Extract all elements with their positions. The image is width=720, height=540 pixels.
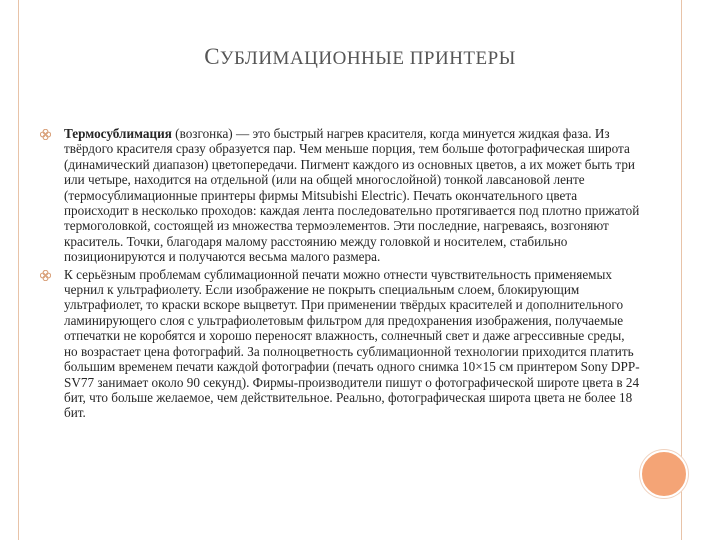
bullet-text: (возгонка) — это быстрый нагрев красителя, когда минуется жидкая фаза. Из твёрдого красителя сразу образуется пар. Чем меньше порция, тем больше фотографическая широта (динамический диапазон) цветопередачи. Пигмент каждого из основных цветов, а их может быть три или четыре, находится на отдельной (или на общей многослойной) тонкой лавсановой ленте (термосублимационные принтеры фирмы Mitsubishi Electric). Печать окончательного цвета происходит в несколько проходов: каждая лента последовательно протягивается под плотно прижатой термоголовкой, состоящей из множества термоэлементов. Эти последние, нагреваясь, возгоняют краситель. Точки, благодаря малому расстоянию между головкой и носителем, стабильно позиционируются и получаются весьма малого размера. <box>64 126 640 265</box>
slide-body <box>40 126 640 423</box>
flower-bullet-icon <box>40 270 51 281</box>
bullet-term: Термосублимация <box>64 126 172 141</box>
title-first-letter: С <box>204 44 221 69</box>
title-rest: УБЛИМАЦИОННЫЕ ПРИНТЕРЫ <box>220 48 516 69</box>
bullet-text: К серьёзным проблемам сублимационной печати можно отнести чувствительность применяемых чернил к ультрафиолету. Если изображение не покрыть специальным слоем, блокирующим ультрафиолет, то краски вскоре выцветут. При применении твёрдых красителей и дополнительного ламинирующего слоя с ультрафиолетовым фильтром для предохранения изображения, получаемые отпечатки не коробятся и хорошо переносят влажность, солнечный свет и даже агрессивные среды, но возрастает цена фотографий. За полноцветность сублимационной технологии приходится платить большим временем печати каждой фотографии (печать одного снимка 10×15 см принтером Sony DPP-SV77 занимает около 90 секунд). Фирмы-производители пишут о фотографической широте цвета в 24 бит, что больше желаемое, чем действительное. Реально, фотографическая широта цвета не более 18 бит. <box>64 266 640 421</box>
decorative-circle <box>640 450 688 498</box>
bullet-item <box>40 126 640 265</box>
bullet-item <box>40 267 640 421</box>
flower-bullet-icon <box>40 129 51 140</box>
slide-title <box>0 44 720 70</box>
